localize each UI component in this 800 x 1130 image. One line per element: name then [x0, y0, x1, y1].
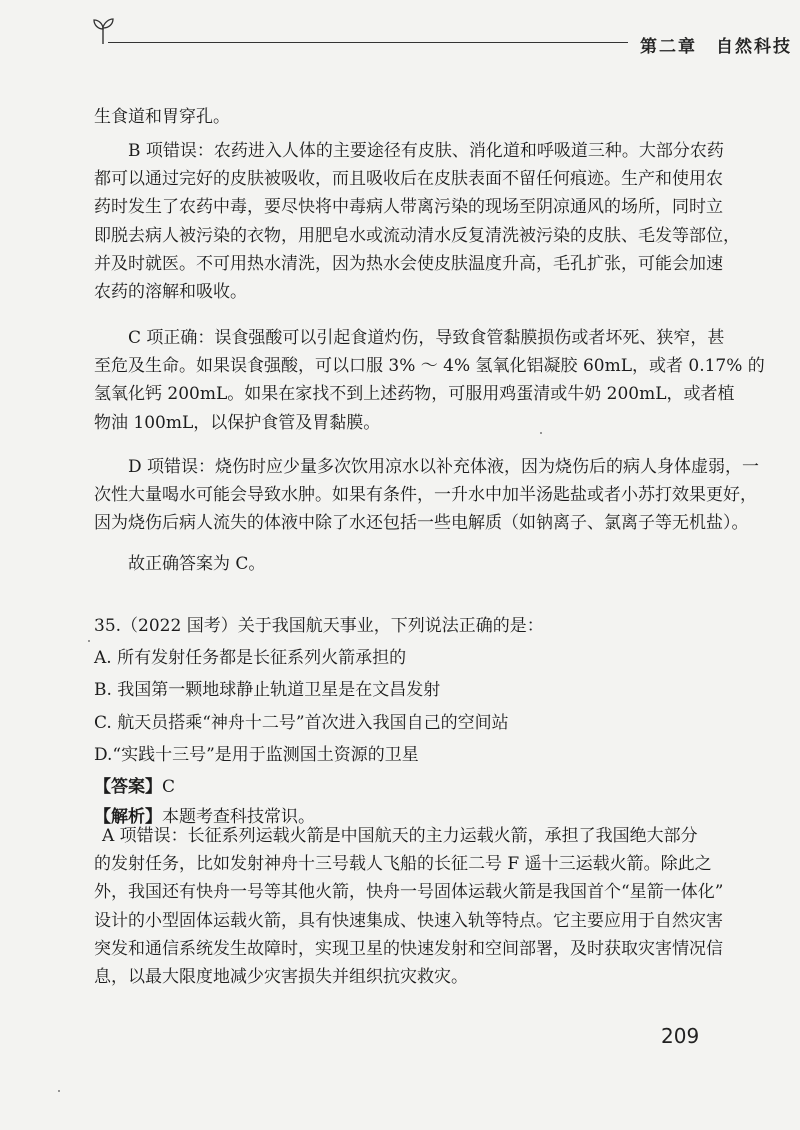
option-c: C. 航天员搭乘“神舟十二号”首次进入我国自己的空间站: [94, 712, 509, 733]
page-number: 209: [661, 1024, 700, 1048]
text-line: D 项错误：烧伤时应少量多次饮用凉水以补充体液，因为烧伤后的病人身体虚弱，一: [128, 457, 760, 477]
text-line: 药时发生了农药中毒，要尽快将中毒病人带离污染的现场至阴凉通风的场所，同时立: [94, 197, 723, 218]
text-line: 因为烧伤后病人流失的体液中除了水还包括一些电解质（如钠离子、氯离子等无机盐）。: [94, 513, 749, 534]
text-line: 并及时就医。不可用热水清洗，因为热水会使皮肤温度升高，毛孔扩张，可能会加速: [94, 253, 723, 274]
paragraph-conclusion: [94, 550, 698, 578]
text-line: 都可以通过完好的皮肤被吸收，而且吸收后在皮肤表面不留任何痕迹。生产和使用农: [94, 169, 723, 190]
text-line: 突发和通信系统发生故障时，实现卫星的快速发射和空间部署，及时获取灾害情况信: [94, 938, 723, 959]
paragraph-option-c: [94, 324, 765, 437]
paragraph-continuation: [94, 103, 698, 131]
question-stem: 35.（2022 国考）关于我国航天事业，下列说法正确的是：: [94, 616, 544, 636]
chapter-title: 第二章 自然科技: [640, 37, 792, 57]
question-block: [94, 612, 698, 831]
analysis-label: 【解析】: [94, 807, 162, 828]
option-d: D.“实践十三号”是用于监测国土资源的卫星: [94, 744, 419, 765]
paragraph-explanation-a: [94, 822, 724, 991]
answer-label: 【答案】: [94, 777, 162, 798]
text-line: 生食道和胃穿孔。: [94, 107, 230, 127]
text-line: 设计的小型固体运载火箭，具有快速集成、快速入轨等特点。它主要应用于自然灾害: [94, 910, 723, 931]
scan-speck: [58, 1090, 60, 1092]
text-line: 外，我国还有快舟一号等其他火箭，快舟一号固体运载火箭是我国首个“星箭一体化”: [94, 882, 724, 903]
text-line: B 项错误：农药进入人体的主要途径有皮肤、消化道和呼吸道三种。大部分农药: [128, 141, 724, 161]
scan-speck: [540, 432, 542, 434]
answer-value: C: [162, 777, 176, 798]
option-b: B. 我国第一颗地球静止轨道卫星是在文昌发射: [94, 680, 441, 701]
text-line: A 项错误：长征系列运载火箭是中国航天的主力运载火箭，承担了我国绝大部分: [102, 826, 698, 846]
paragraph-option-b: [94, 137, 740, 306]
text-line: 物油 100mL，以保护食管及胃黏膜。: [94, 412, 381, 433]
answer-line: [94, 773, 698, 801]
text-line: 农药的溶解和吸收。: [94, 282, 247, 303]
text-line: 氢氧化钙 200mL。如果在家找不到上述药物，可服用鸡蛋清或牛奶 200mL，或者植: [94, 384, 735, 405]
running-header: [92, 14, 792, 57]
text-line: 即脱去病人被污染的衣物，用肥皂水或流动清水反复清洗被污染的皮肤、毛发等部位，: [94, 225, 740, 246]
analysis-text: 本题考查科技常识。: [162, 807, 315, 828]
option-a: A. 所有发射任务都是长征系列火箭承担的: [94, 648, 407, 669]
header-rule: [108, 42, 628, 43]
scan-speck: [88, 640, 90, 642]
text-line: 故正确答案为 C。: [128, 554, 266, 574]
paragraph-option-d: [94, 453, 760, 538]
text-line: 次性大量喝水可能会导致水肿。如果有条件，一升水中加半汤匙盐或者小苏打效果更好，: [94, 485, 757, 506]
text-line: C 项正确：误食强酸可以引起食道灼伤，导致食管黏膜损伤或者坏死、狭窄，甚: [128, 328, 725, 348]
text-line: 息，以最大限度地减少灾害损失并组织抗灾救灾。: [94, 967, 468, 988]
text-line: 的发射任务，比如发射神舟十三号载人飞船的长征二号 F 遥十三运载火箭。除此之: [94, 854, 712, 875]
text-line: 至危及生命。如果误食强酸，可以口服 3% ～ 4% 氢氧化铝凝胶 60mL，或者 0.17% 的: [94, 356, 765, 377]
